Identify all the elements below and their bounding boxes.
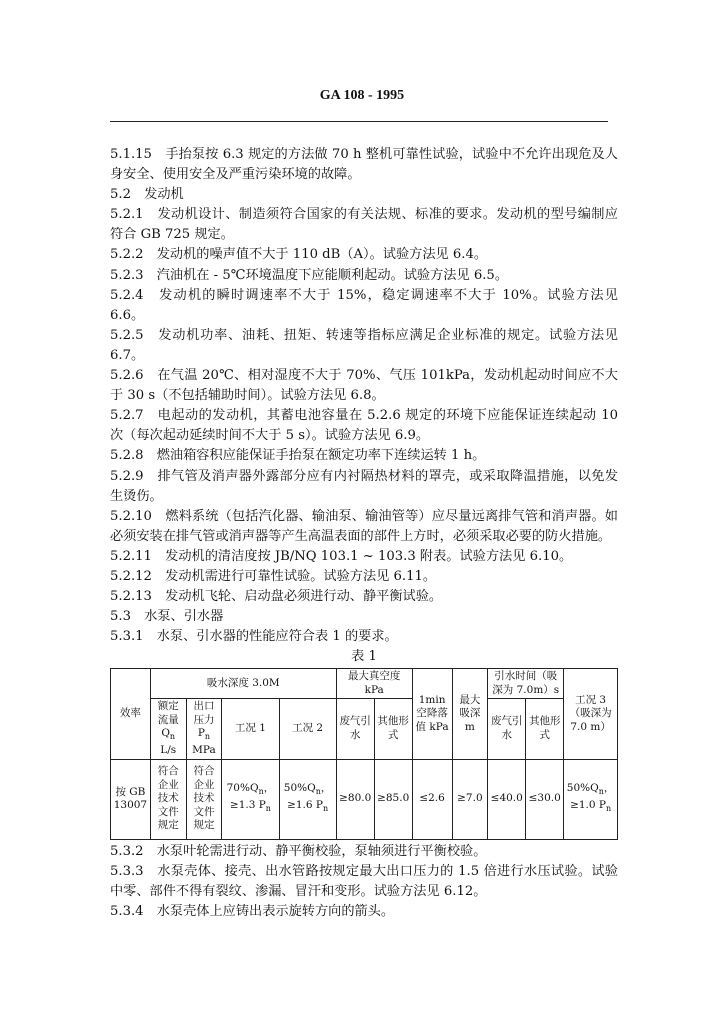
cell-vacuum-exhaust: ≥80.0	[336, 759, 374, 839]
clause-5-2-8: 5.2.8 燃油箱容积应能保证手抬泵在额定功率下连续运转 1 h。	[110, 448, 486, 464]
rated-flow-label: 额定流量	[157, 700, 179, 726]
header-max-suction: 最大吸深 m	[452, 669, 488, 759]
cell-vacuum-drop: ≤2.6	[412, 759, 452, 839]
cell-prime-other: ≤30.0	[526, 759, 564, 839]
condition2-pressure-sub: n	[322, 804, 329, 814]
condition1-flow-sub: n	[258, 787, 264, 797]
header-vacuum-drop: 1min 空降落值 kPa	[412, 669, 452, 759]
section-5-3-heading: 5.3 水泵、引水器	[110, 609, 224, 625]
clause-5-2-11: 5.2.11 发动机的清洁度按 JB/NQ 103.1 ~ 103.3 附表。试验方法见 6.10。	[110, 548, 573, 564]
header-condition3: 工况 3（吸深为 7.0 m）	[564, 669, 618, 759]
outlet-pressure-unit: MPa	[192, 744, 216, 757]
cell-condition2: $50\%Q_n$， ≥1.6 $P_n$	[279, 759, 336, 839]
header-rule	[110, 121, 608, 122]
header-vacuum-exhaust: 废气引水	[336, 699, 374, 759]
cell-rated-flow: 符合企业技术文件规定	[150, 759, 186, 839]
condition3-flow: 50%Q	[566, 782, 599, 795]
clause-5-2-12: 5.2.12 发动机需进行可靠性试验。试验方法见 6.11。	[110, 568, 437, 584]
header-efficiency: 效率	[111, 669, 151, 759]
condition1-pressure: ≥1.3 P	[229, 799, 266, 812]
condition3-pressure-sub: n	[605, 804, 612, 814]
header-suction-group: 吸水深度 3.0M	[150, 669, 336, 699]
outlet-pressure-subscript: n	[204, 732, 211, 742]
condition2-pressure: ≥1.6 P	[287, 799, 323, 812]
clause-5-2-5: 5.2.5 发动机功率、油耗、扭矩、转速等指标应满足企业标准的规定。试验方法见 6.7。	[110, 327, 618, 363]
clause-5-2-3: 5.2.3 汽油机在 - 5℃环境温度下应能顺利起动。试验方法见 6.5。	[110, 267, 509, 283]
header-rated-flow	[150, 699, 186, 759]
clause-5-3-3: 5.3.3 水泵壳体、接壳、出水管路按规定最大出口压力的 1.5 倍进行水压试验。试验中零、部件不得有裂纹、渗漏、冒汗和变形。试验方法见 6.12。	[110, 863, 618, 899]
header-condition1: 工况 1	[222, 699, 279, 759]
header-prime-other: 其他形式	[526, 699, 564, 759]
clause-5-2-13: 5.2.13 发动机飞轮、启动盘必须进行动、静平衡试验。	[110, 589, 443, 605]
outlet-pressure-symbol: P	[197, 727, 205, 740]
clause-5-2-9: 5.2.9 排气管及消声器外露部分应有内衬隔热材料的罩壳，或采取降温措施，以免发生烫伤。	[110, 468, 618, 504]
clause-5-2-1: 5.2.1 发动机设计、制造须符合国家的有关法规、标准的要求。发动机的型号编制应符合 GB 725 规定。	[110, 207, 618, 243]
header-vacuum-group: 最大真空度 kPa	[336, 669, 412, 699]
rated-flow-subscript: n	[169, 732, 176, 742]
clause-5-2-2: 5.2.2 发动机的噪声值不大于 110 dB（A）。试验方法见 6.4。	[110, 247, 488, 263]
clause-5-3-4: 5.3.4 水泵壳体上应铸出表示旋转方向的箭头。	[110, 903, 395, 919]
header-condition2: 工况 2	[279, 699, 336, 759]
condition1-flow: 70%Q	[226, 782, 259, 795]
section-5-2-heading: 5.2 发动机	[110, 187, 184, 203]
clause-5-1-15: 5.1.15 手抬泵按 6.3 规定的方法做 70 h 整机可靠性试验，试验中不允许出现危及人身安全、使用安全及严重污染环境的故障。	[110, 147, 618, 183]
cell-prime-exhaust: ≤40.0	[488, 759, 526, 839]
clause-5-2-10: 5.2.10 燃料系统（包括汽化器、输油泵、输油管等）应尽量远离排气管和消声器。如必须安装在排气管或消声器等产生高温表面的部件上方时，必须采取必要的防火措施。	[110, 508, 618, 544]
clause-5-2-7: 5.2.7 电起动的发动机，其蓄电池容量在 5.2.6 规定的环境下应能保证连续起动 10 次（每次起动延续时间不大于 5 s）。试验方法见 6.9。	[110, 408, 618, 444]
cell-vacuum-other: ≥85.0	[374, 759, 412, 839]
document-header: GA 108 - 1995	[319, 88, 405, 103]
header-vacuum-other: 其他形式	[374, 699, 412, 759]
header-prime-exhaust: 废气引水	[488, 699, 526, 759]
cell-efficiency: 按 GB 13007	[111, 759, 151, 839]
outlet-pressure-label: 出口压力	[193, 700, 215, 726]
rated-flow-unit: L/s	[160, 744, 177, 757]
header-outlet-pressure	[186, 699, 222, 759]
clause-5-3-1: 5.3.1 水泵、引水器的性能应符合表 1 的要求。	[110, 629, 398, 645]
table-title: 表 1	[351, 649, 377, 665]
clause-5-2-4: 5.2.4 发动机的瞬时调速率不大于 15%，稳定调速率不大于 10%。试验方法见 6.6。	[110, 287, 618, 323]
cell-max-suction: ≥7.0	[452, 759, 488, 839]
cell-outlet-pressure: 符合企业技术文件规定	[186, 759, 222, 839]
cell-condition1: $70\%Q_n$， ≥1.3 $P_n$	[222, 759, 279, 839]
condition1-pressure-sub: n	[265, 804, 271, 814]
condition2-flow-sub: n	[315, 787, 321, 797]
condition2-flow: 50%Q	[283, 782, 316, 795]
cell-condition3: $50\%Q_n$， ≥1.0 $P_n$	[564, 759, 618, 839]
clause-5-3-2: 5.3.2 水泵叶轮需进行动、静平衡校验，泵轴须进行平衡校验。	[110, 843, 487, 859]
header-prime-time-group: 引水时间（吸深为 7.0m）s	[488, 669, 564, 699]
performance-table	[110, 668, 618, 839]
condition3-pressure: ≥1.0 P	[570, 799, 606, 812]
clause-5-2-6: 5.2.6 在气温 20℃、相对湿度不大于 70%、气压 101kPa，发动机起动时间应不大于 30 s（不包括辅助时间）。试验方法见 6.8。	[110, 368, 618, 404]
condition3-flow-sub: n	[598, 787, 604, 797]
rated-flow-symbol: Q	[161, 727, 170, 740]
document-body	[110, 145, 618, 922]
